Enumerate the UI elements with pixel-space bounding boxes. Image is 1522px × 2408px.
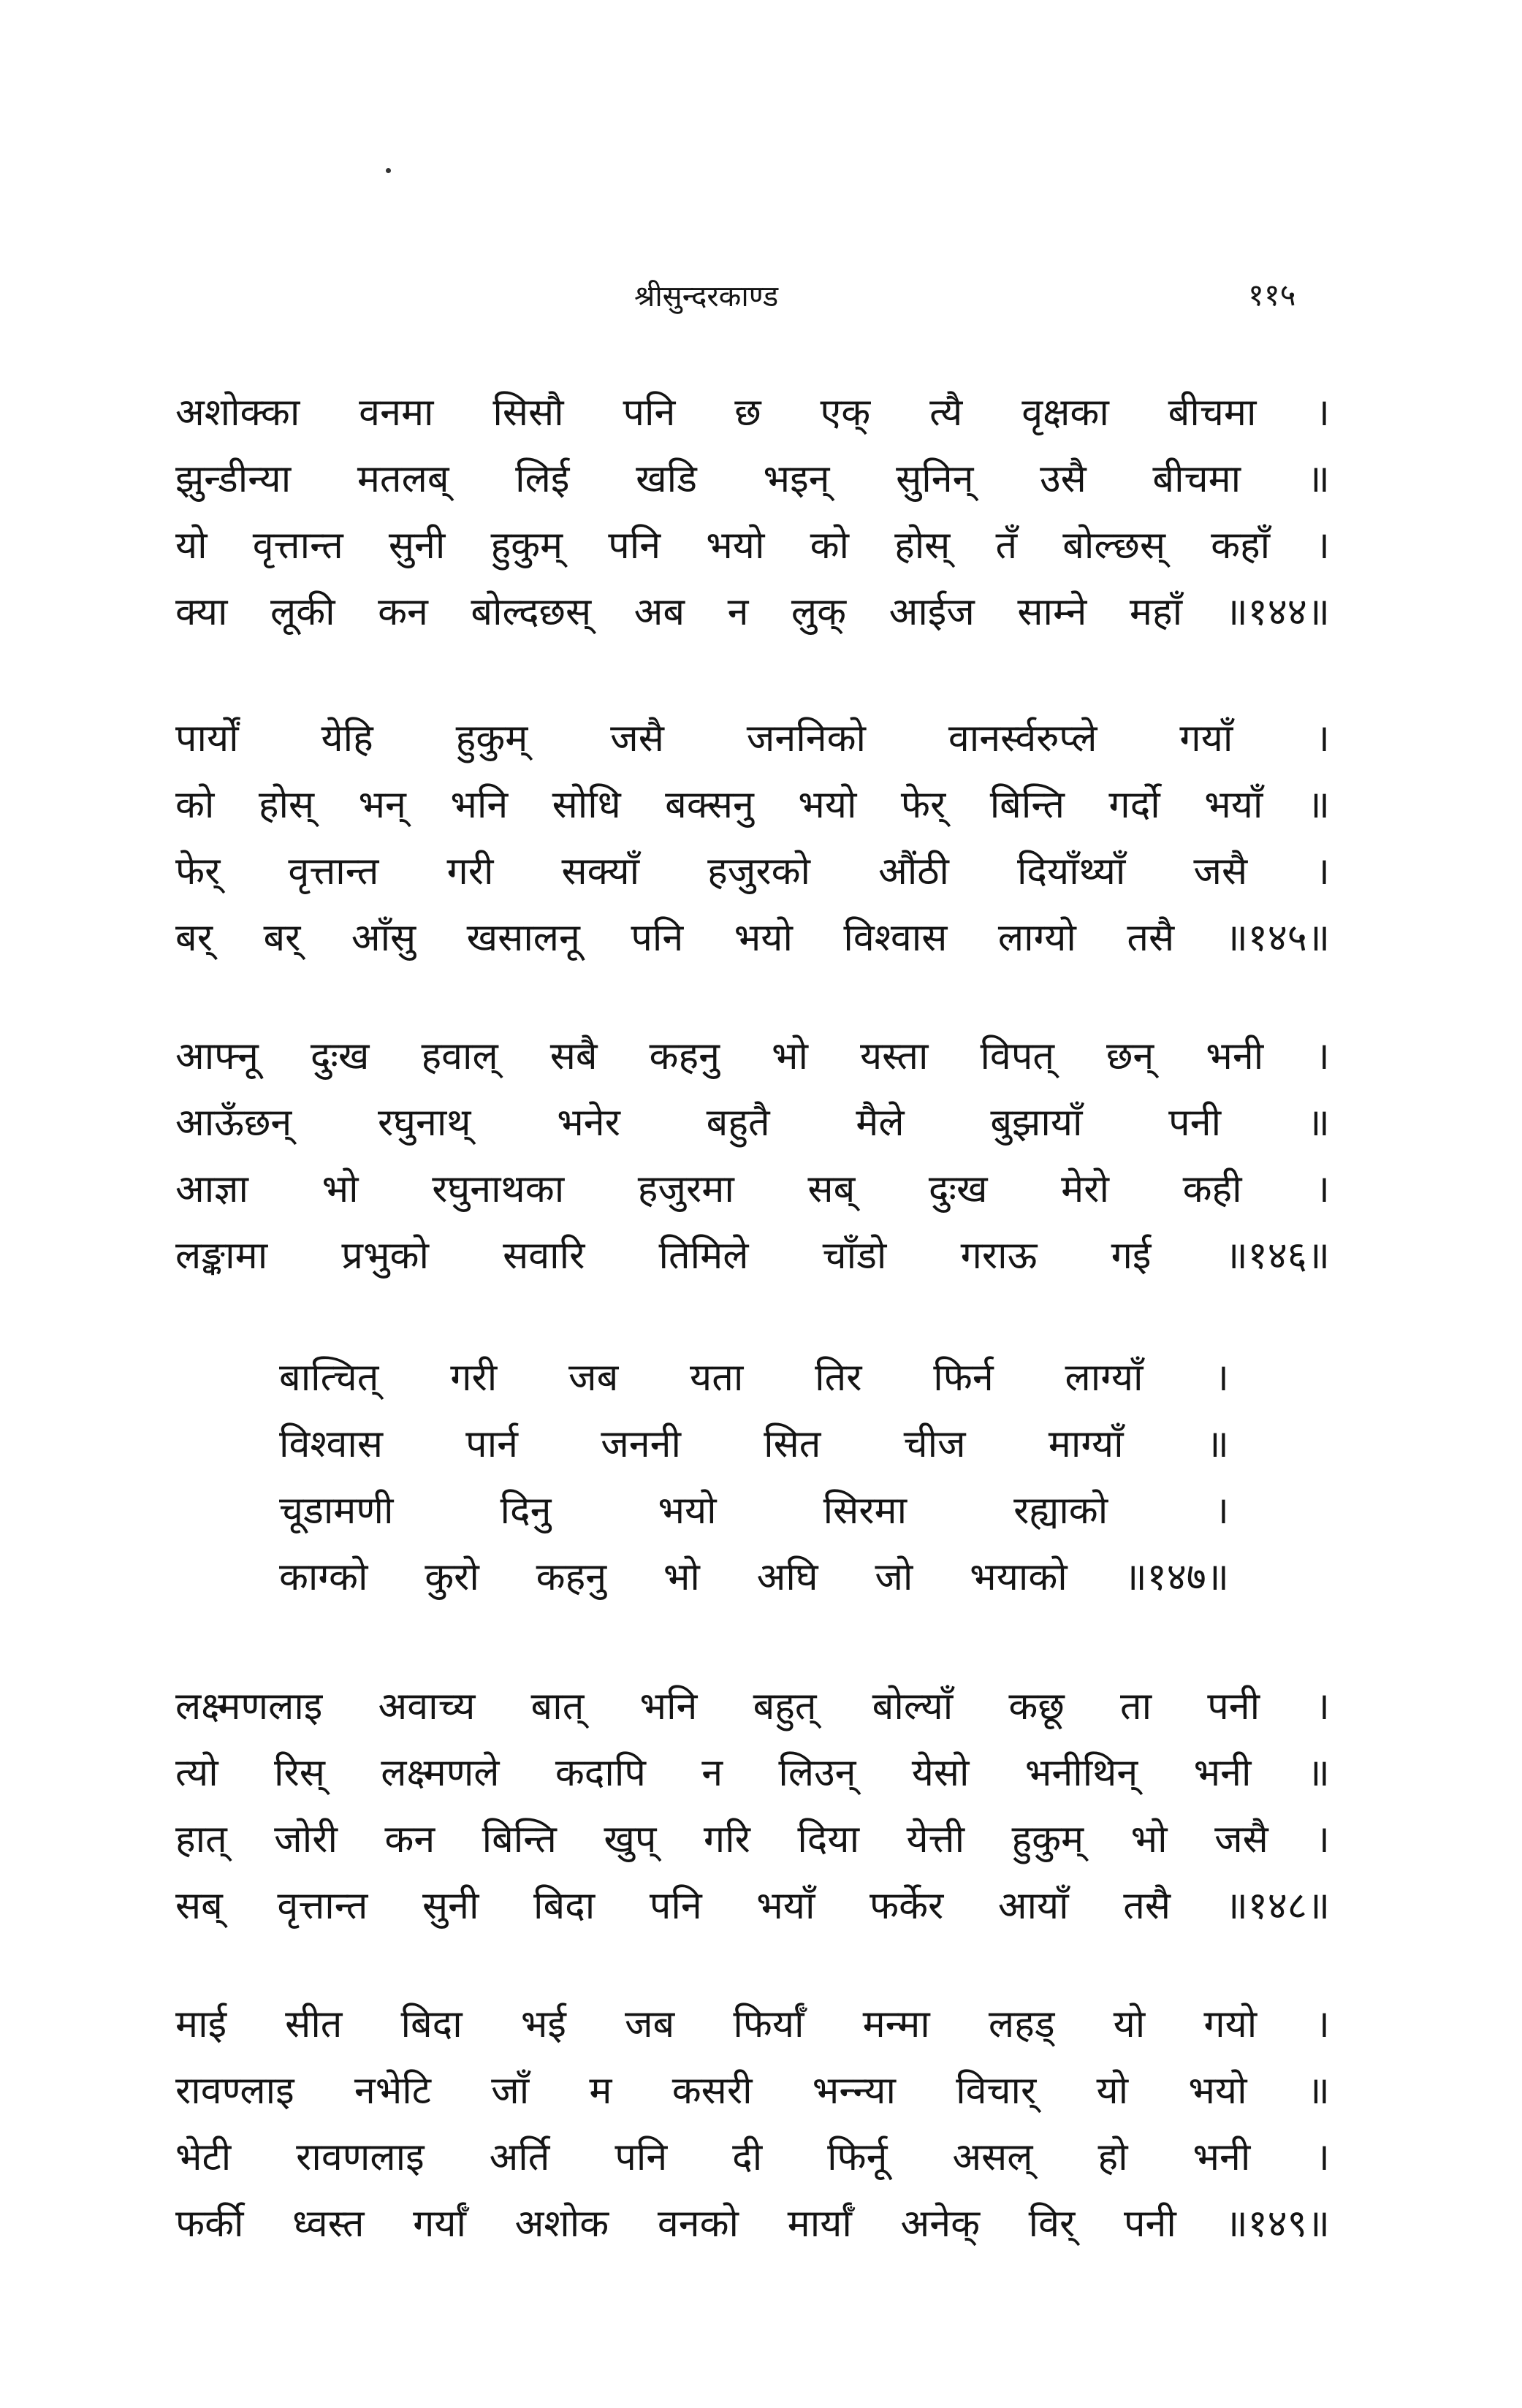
verse-word: बहुतै — [706, 1101, 770, 1145]
verse-word: पनि — [631, 916, 684, 960]
verse-word: कही — [1182, 1167, 1242, 1211]
verse-word: भन् — [358, 783, 406, 827]
verse-word: लक्ष्मणलाइ — [175, 1685, 323, 1729]
verse-word: ॥१४४॥ — [1225, 590, 1330, 634]
verse-word: दिनु — [500, 1489, 552, 1533]
verse-word: बर् — [175, 916, 213, 960]
verse-word: माई — [175, 2003, 227, 2046]
verse-word: । — [1315, 524, 1330, 568]
verse-word: जसै — [1193, 850, 1248, 894]
verse-word: सब् — [807, 1167, 856, 1211]
verse-word: लाग्याँ — [1065, 1356, 1144, 1400]
verse-word: क्या — [175, 590, 228, 634]
verse-word: बहुत् — [753, 1685, 817, 1729]
verse-word: भनीथिन् — [1024, 1751, 1138, 1795]
verse-word: रघुनाथ् — [377, 1101, 471, 1145]
verse-word: विश्वास — [843, 916, 948, 960]
verse-word: सुनी — [422, 1884, 479, 1928]
verse-word: म — [589, 2069, 612, 2113]
verse-word: फर्की — [175, 2202, 244, 2246]
verse-word: तँ — [995, 524, 1018, 568]
verse-word: ॥१४९॥ — [1225, 2202, 1330, 2246]
verse-word: लिउन् — [778, 1751, 856, 1795]
verse-line — [279, 1477, 1229, 1544]
verse-word: को — [175, 783, 215, 827]
verse-word: कहनु — [649, 1035, 720, 1078]
verse-word: मेरो — [1061, 1167, 1109, 1211]
verse-word: तसै — [1127, 916, 1175, 960]
verse-word: तसै — [1123, 1884, 1171, 1928]
verse-word: अब — [633, 590, 685, 634]
verse-word: भयो — [798, 783, 857, 827]
print-speck — [386, 168, 391, 173]
verse-word: औंठी — [878, 850, 949, 894]
verse-word: माग्याँ — [1048, 1422, 1124, 1466]
verse-word: भनि — [639, 1685, 698, 1729]
verse-word: तिर — [815, 1356, 862, 1400]
verse-word: दुःख — [310, 1035, 370, 1078]
verse-word: नभेटि — [354, 2069, 431, 2113]
verse-word: यो — [1113, 2003, 1146, 2046]
verse-word: काग्को — [279, 1555, 368, 1599]
verse-word: बिन्ति — [989, 783, 1065, 827]
verse-word: भई — [520, 2003, 566, 2046]
verse-word: सवारि — [503, 1234, 585, 1278]
verse-word: लाग्यो — [997, 916, 1076, 960]
verse-word: सिसौ — [492, 391, 564, 435]
verse-word: ॥ — [1306, 783, 1330, 827]
verse-word: जब — [568, 1356, 619, 1400]
verse-word: जसै — [1214, 1818, 1268, 1862]
verse-word: गई — [1111, 1234, 1152, 1278]
verse-word: बिदा — [533, 1884, 596, 1928]
verse-word: विर् — [1028, 2202, 1076, 2246]
verse-word: ॥ — [1306, 2069, 1330, 2113]
verse-word: गरि — [703, 1818, 750, 1862]
verse-line — [175, 1156, 1330, 1223]
verse-word: भयो — [706, 524, 765, 568]
verse-word: हो — [1097, 2135, 1128, 2179]
verse-word: सुनिन् — [896, 457, 974, 501]
verse-word: फर्केर — [870, 1884, 944, 1928]
verse-word: पनि — [614, 2135, 668, 2179]
verse-word: अशोक — [514, 2202, 609, 2246]
verse-word: रह्याको — [1013, 1489, 1108, 1533]
verse-word: भयाको — [970, 1555, 1068, 1599]
verse-word: कहाँ — [1211, 524, 1271, 568]
verse-word: । — [1315, 1167, 1330, 1211]
verse-word: बात्चित् — [279, 1356, 379, 1400]
verse-line — [175, 904, 1330, 972]
verse-word: सित — [764, 1422, 821, 1466]
verse-word: येहि — [321, 717, 373, 761]
verse-word: । — [1315, 2003, 1330, 2046]
verse-word: छ — [734, 391, 761, 435]
verse-word: खुप् — [604, 1818, 657, 1862]
verse-word: पनी — [1207, 1685, 1260, 1729]
verse-word: विचार् — [956, 2069, 1037, 2113]
verse-line — [175, 838, 1330, 905]
verse-line — [175, 705, 1330, 772]
verse-word: गराऊ — [960, 1234, 1038, 1278]
verse-word: बीचमा — [1168, 391, 1257, 435]
verse-word: जननिको — [746, 717, 866, 761]
verse-word: अशोक्का — [175, 391, 300, 435]
verse-word: न — [727, 590, 749, 634]
verse-word: ॥ — [1306, 1101, 1330, 1145]
verse-word: पार्यों — [175, 717, 239, 761]
verse-word: होस् — [258, 783, 315, 827]
verse-word: भनी — [1206, 1035, 1264, 1078]
verse-word: हुकुम् — [1011, 1818, 1084, 1862]
verse-word: लुक् — [791, 590, 847, 634]
verse-word: जब — [624, 2003, 675, 2046]
verse-word: ॥१४८॥ — [1225, 1884, 1330, 1928]
verse-word: लङ्कामा — [175, 1234, 268, 1278]
verse-word: भो — [771, 1035, 808, 1078]
verse-line — [175, 1673, 1330, 1740]
verse-word: लक्ष्मणले — [381, 1751, 500, 1795]
verse-word: सक्याँ — [561, 850, 640, 894]
verse-word: येत्ती — [906, 1818, 965, 1862]
verse-word: भइन् — [763, 457, 830, 501]
verse-word: वृत्तान्त — [277, 1884, 368, 1928]
verse-word: महाँ — [1129, 590, 1183, 634]
verse-word: यो — [1096, 2069, 1129, 2113]
verse-word: बिन्ति — [482, 1818, 557, 1862]
verse-word: अघि — [756, 1555, 818, 1599]
verse-word: होस् — [894, 524, 951, 568]
verse-word: भनेर — [557, 1101, 620, 1145]
verse-line — [175, 1740, 1330, 1807]
verse-word: छन् — [1106, 1035, 1154, 1078]
verse-line — [175, 2124, 1330, 2191]
verse-word: पार्न — [465, 1422, 519, 1466]
verse-word: चूडामणी — [279, 1489, 394, 1533]
verse-word: पनी — [1168, 1101, 1222, 1145]
verse-word: भो — [663, 1555, 700, 1599]
verse-word: । — [1315, 391, 1330, 435]
verse-word: कन — [378, 590, 428, 634]
verse-word: बोल्छस् — [1062, 524, 1165, 568]
verse-word: बोल्दछस् — [471, 590, 592, 634]
verse-line — [175, 579, 1330, 646]
verse-word: मार्याँ — [787, 2202, 852, 2246]
verse-line — [175, 1089, 1330, 1157]
verse-word: वृत्तान्त — [288, 850, 379, 894]
verse-word: अनेक् — [900, 2202, 981, 2246]
verse-word: कदापि — [555, 1751, 646, 1795]
verse-line — [175, 1222, 1330, 1289]
verse-word: जोरी — [274, 1818, 338, 1862]
verse-word: अवाच्य — [378, 1685, 476, 1729]
verse-word: न — [701, 1751, 723, 1795]
verse-word: आँसु — [351, 916, 416, 960]
verse-line — [175, 446, 1330, 513]
verse-word: फेर् — [175, 850, 221, 894]
verse-word: झुन्डीन्या — [175, 457, 292, 501]
verse-word: कुरो — [425, 1555, 479, 1599]
verse-word: बक्सनु — [665, 783, 754, 827]
verse-word: । — [1214, 1489, 1229, 1533]
verse-word: गर्दो — [1108, 783, 1160, 827]
verse-word: पनी — [1123, 2202, 1176, 2246]
verse-line — [175, 512, 1330, 579]
verse-word: भनी — [1193, 1751, 1252, 1795]
verse-word: । — [1315, 2135, 1330, 2179]
verse-word: । — [1315, 1035, 1330, 1078]
verse-line — [175, 1991, 1330, 2058]
verse-word: विपत् — [980, 1035, 1054, 1078]
verse-word: रघुनाथका — [432, 1167, 565, 1211]
verse-line — [175, 379, 1330, 446]
verse-line — [175, 2057, 1330, 2125]
verse-line — [175, 2190, 1330, 2258]
verse-word: सिरमा — [823, 1489, 908, 1533]
verse-word: भो — [321, 1167, 359, 1211]
verse-word: खडि — [636, 457, 697, 501]
verse-word: ॥ — [1306, 457, 1330, 501]
verse-word: प्रभुको — [341, 1234, 429, 1278]
verse-word: रावणलाइ — [296, 2135, 425, 2179]
verse-word: ॥१४७॥ — [1124, 1555, 1229, 1599]
verse-word: भयो — [734, 916, 793, 960]
verse-word: कसरी — [671, 2069, 753, 2113]
verse-word: विश्वास — [279, 1422, 384, 1466]
verse-word: भयो — [658, 1489, 717, 1533]
verse-word: लिई — [515, 457, 570, 501]
verse-word: तिमिले — [658, 1234, 749, 1278]
verse-word: । — [1214, 1356, 1229, 1400]
verse-word: पनि — [623, 391, 676, 435]
verse-word: पनि — [608, 524, 661, 568]
verse-word: त्यो — [175, 1751, 218, 1795]
verse-word: रावण्लाइ — [175, 2069, 294, 2113]
verse-word: कछू — [1008, 1685, 1065, 1729]
verse-word: हजुरको — [707, 850, 811, 894]
verse-word: हुकुम् — [490, 524, 563, 568]
verse-word: दुःख — [928, 1167, 988, 1211]
verse-word: लहड् — [988, 2003, 1055, 2046]
verse-word: भयाँ — [1204, 783, 1263, 827]
verse-word: भो — [1130, 1818, 1168, 1862]
verse-word: आयाँ — [997, 1884, 1069, 1928]
verse-word: सीत — [285, 2003, 343, 2046]
verse-word: चीज — [903, 1422, 966, 1466]
verse-word: हुकुम् — [455, 717, 528, 761]
verse-word: वृक्षका — [1021, 391, 1109, 435]
verse-word: मतलब् — [357, 457, 449, 501]
verse-word: मैले — [856, 1101, 905, 1145]
verse-word: ध्वस्त — [292, 2202, 365, 2246]
verse-word: भनी — [1192, 2135, 1251, 2179]
page-number: ११५ — [1248, 277, 1296, 313]
verse-word: गर्याँ — [413, 2202, 467, 2246]
verse-line — [175, 1872, 1330, 1940]
verse-word: कन — [384, 1818, 435, 1862]
verse-word: सबै — [549, 1035, 598, 1078]
verse-word: यस्ता — [859, 1035, 929, 1078]
verse-word: को — [810, 524, 849, 568]
verse-word: ॥ — [1306, 1751, 1330, 1795]
verse-word: बर् — [263, 916, 301, 960]
verse-word: गयो — [1203, 2003, 1257, 2046]
running-header-title: श्रीसुन्दरकाण्ड — [634, 280, 779, 313]
verse-word: । — [1315, 717, 1330, 761]
verse-word: सब् — [175, 1884, 223, 1928]
verse-word: जो — [875, 1555, 913, 1599]
verse-word: भयो — [1188, 2069, 1247, 2113]
verse-word: फेर् — [900, 783, 946, 827]
verse-word: खसालनू — [466, 916, 580, 960]
verse-line — [175, 771, 1330, 839]
verse-word: गरी — [446, 850, 494, 894]
verse-word: मन्मा — [862, 2003, 930, 2046]
verse-word: वनमा — [359, 391, 434, 435]
verse-word: चाँडो — [822, 1234, 887, 1278]
verse-word: सुनी — [388, 524, 446, 568]
verse-word: आज्ञा — [175, 1167, 248, 1211]
verse-word: गयाँ — [1179, 717, 1233, 761]
verse-word: जननी — [601, 1422, 681, 1466]
verse-word: बुझायाँ — [990, 1101, 1083, 1145]
verse-word: भयाँ — [756, 1884, 815, 1928]
verse-word: ॥१४५॥ — [1225, 916, 1330, 960]
verse-word: रिस् — [274, 1751, 325, 1795]
verse-word: ॥१४६॥ — [1225, 1234, 1330, 1278]
verse-word: त्यै — [929, 391, 963, 435]
verse-word: । — [1315, 1685, 1330, 1729]
verse-word: बात् — [530, 1685, 585, 1729]
verse-word: लूकी — [270, 590, 335, 634]
verse-word: गरी — [450, 1356, 498, 1400]
verse-word: साम्ने — [1017, 590, 1087, 634]
verse-word: यो — [175, 524, 208, 568]
verse-word: जाँ — [491, 2069, 530, 2113]
verse-word: दियाँथ्याँ — [1016, 850, 1126, 894]
verse-line — [279, 1344, 1229, 1411]
verse-word: आईज — [889, 590, 975, 634]
verse-word: हजुरमा — [637, 1167, 734, 1211]
verse-word: । — [1315, 1818, 1330, 1862]
verse-word: सोधि — [552, 783, 621, 827]
verse-line — [279, 1544, 1229, 1611]
verse-word: पनि — [649, 1884, 702, 1928]
verse-word: फिर्न — [933, 1356, 994, 1400]
verse-word: बिदा — [400, 2003, 463, 2046]
verse-word: भनि — [450, 783, 509, 827]
verse-word: फिर्याँ — [733, 2003, 804, 2046]
verse-word: ॥ — [1206, 1422, 1229, 1466]
verse-word: फिर्नू — [827, 2135, 888, 2179]
verse-word: । — [1315, 850, 1330, 894]
verse-word: वानर्स्वरुप्ले — [948, 717, 1097, 761]
verse-word: बोल्याँ — [872, 1685, 954, 1729]
verse-line — [175, 1023, 1330, 1090]
verse-word: कहनु — [536, 1555, 607, 1599]
verse-word: आऊँछन् — [175, 1101, 292, 1145]
verse-word: आफ्नू — [175, 1035, 259, 1078]
verse-word: एक् — [820, 391, 871, 435]
verse-word: असल् — [952, 2135, 1033, 2179]
verse-line — [175, 1806, 1330, 1873]
verse-line — [279, 1411, 1229, 1478]
verse-word: वनको — [657, 2202, 739, 2246]
verse-word: जसै — [610, 717, 664, 761]
verse-word: येसो — [911, 1751, 970, 1795]
verse-word: हवाल् — [421, 1035, 498, 1078]
verse-word: यता — [690, 1356, 744, 1400]
verse-word: बीचमा — [1152, 457, 1241, 501]
verse-word: ता — [1119, 1685, 1152, 1729]
verse-word: उसै — [1040, 457, 1087, 501]
verse-word: हात् — [175, 1818, 227, 1862]
verse-word: भन्न्या — [812, 2069, 896, 2113]
verse-word: दिया — [797, 1818, 860, 1862]
verse-word: वृत्तान्त — [252, 524, 343, 568]
verse-word: अर्ति — [489, 2135, 550, 2179]
verse-word: भेटी — [175, 2135, 232, 2179]
verse-word: दी — [732, 2135, 763, 2179]
